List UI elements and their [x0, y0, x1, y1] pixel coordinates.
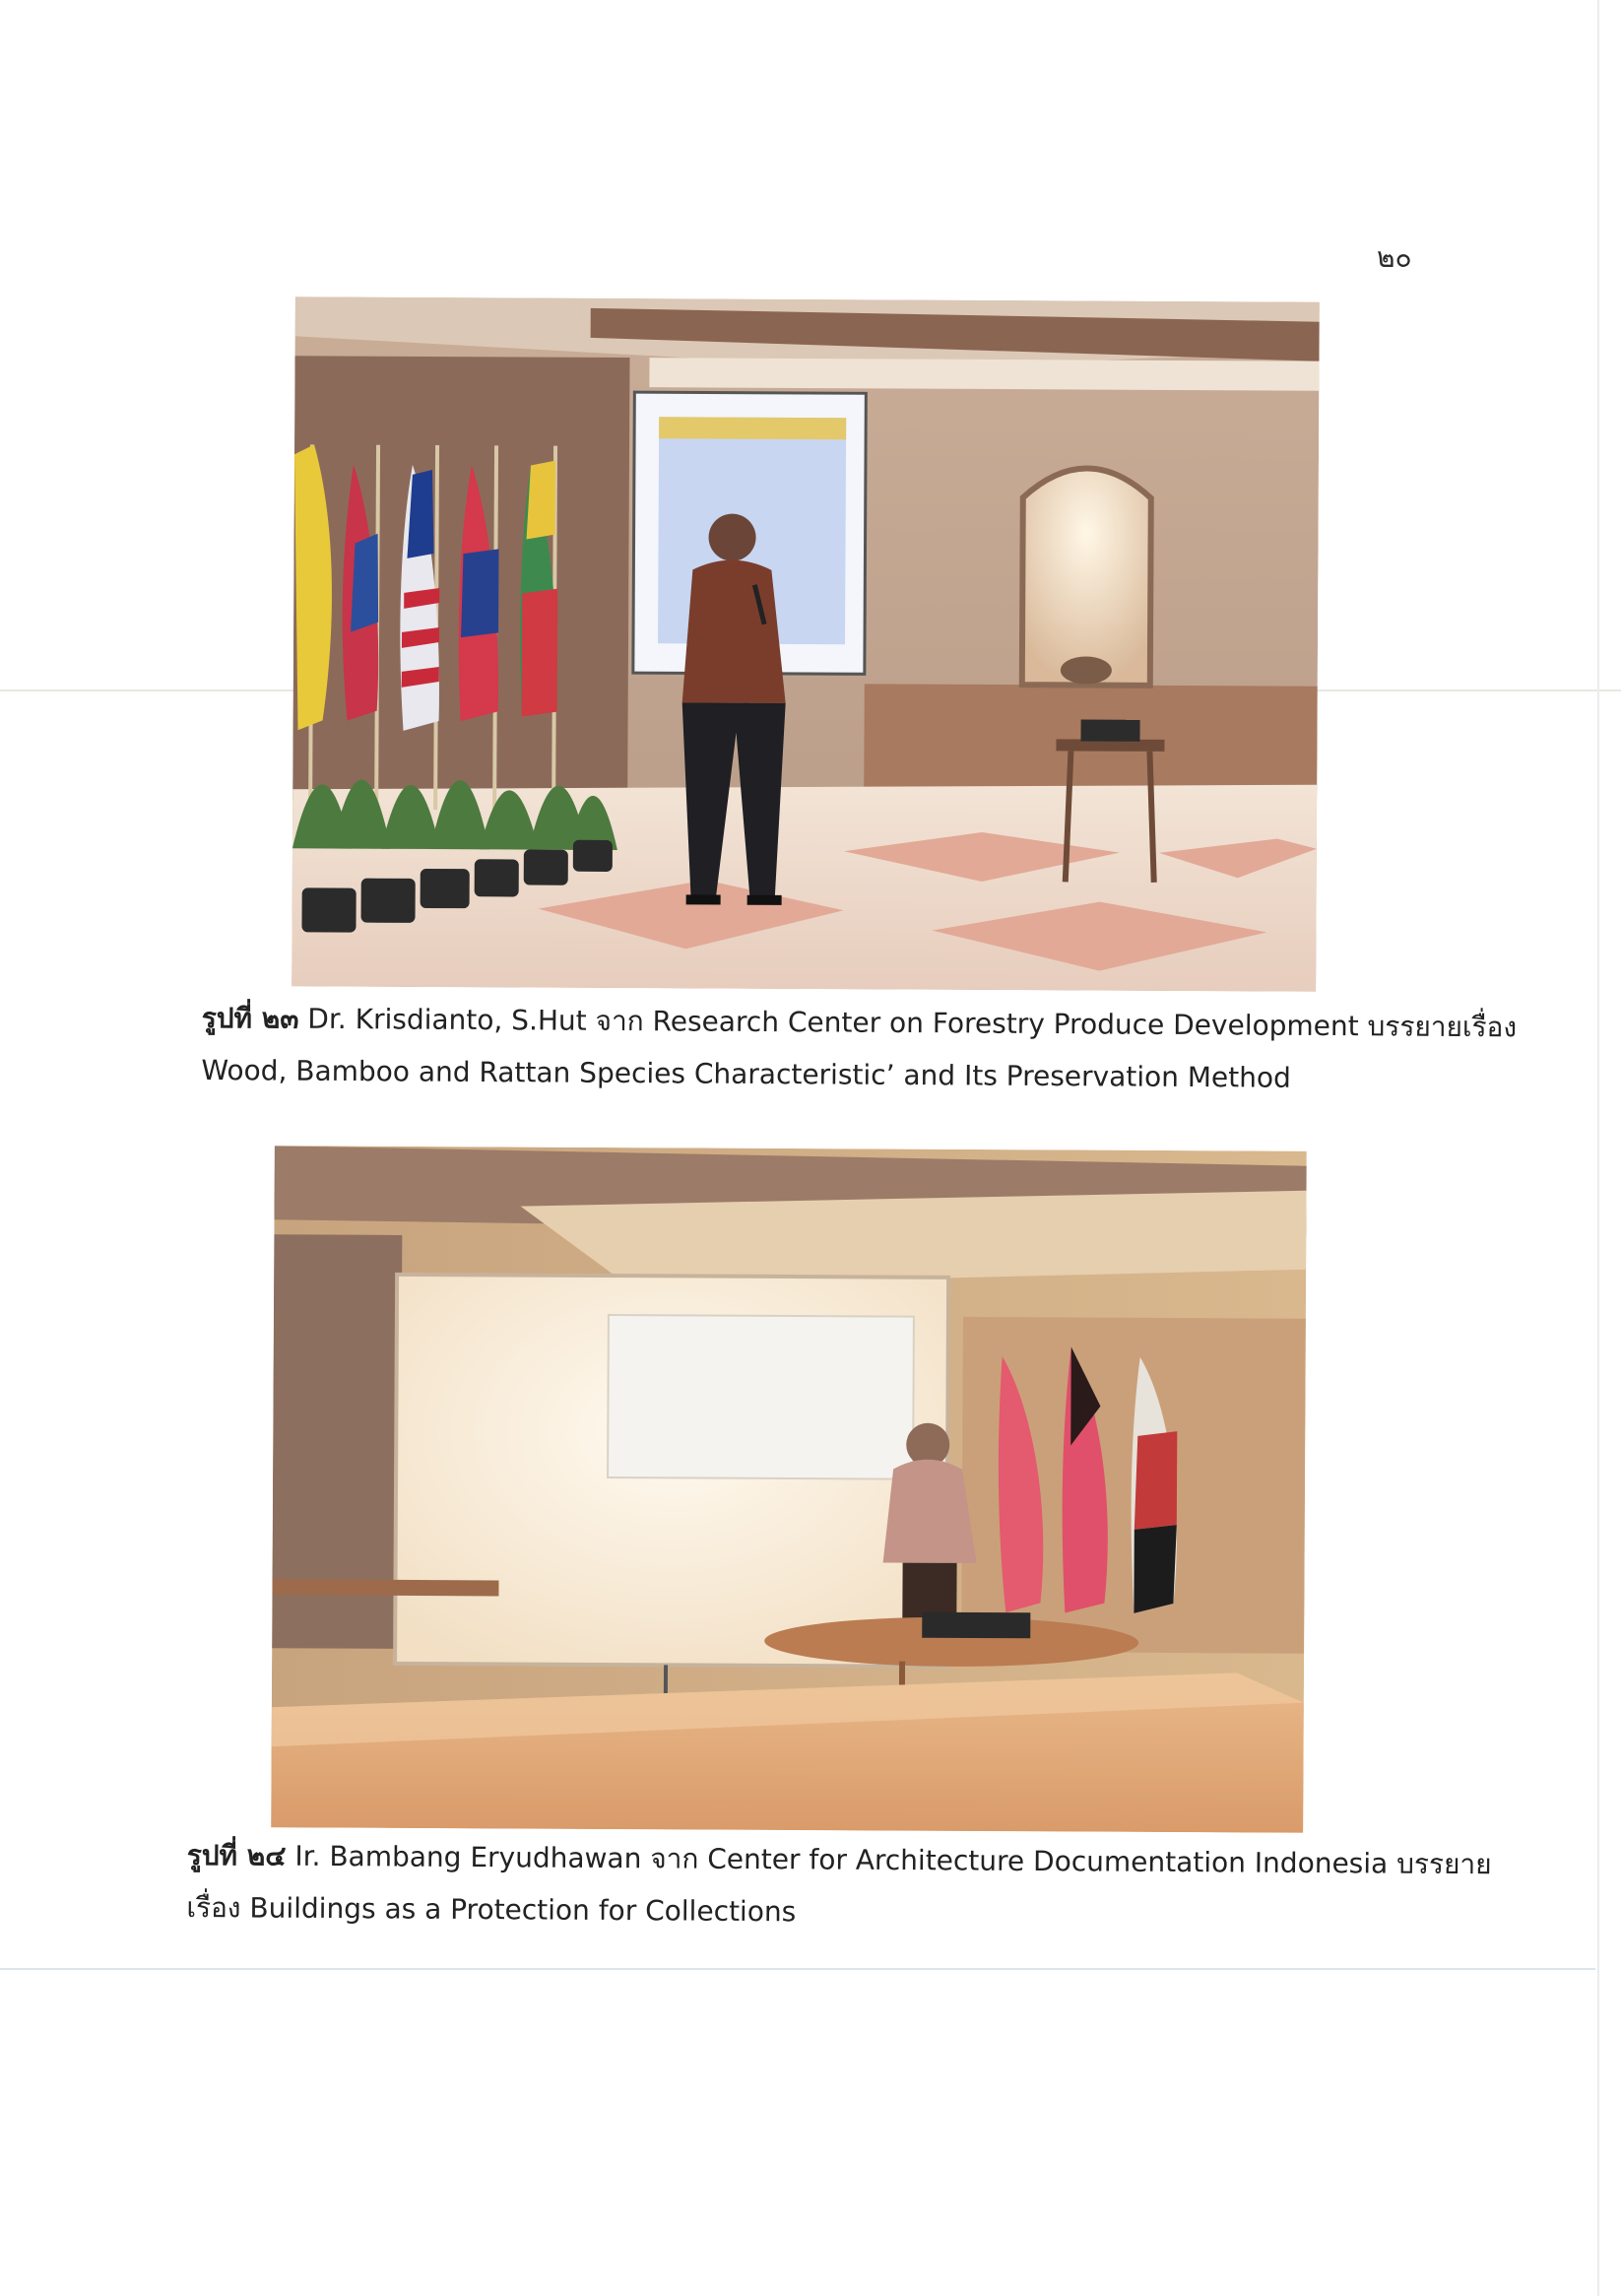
caption-line-2: Wood, Bamboo and Rattan Species Characteristic’ and Its Preservation Method [201, 1053, 1291, 1094]
caption-line-1 [187, 1829, 1492, 1890]
caption-line-2: เรื่อง Buildings as a Protection for Collections [186, 1890, 797, 1929]
scan-artifact-line [0, 1968, 1595, 1970]
caption-text: Dr. Krisdianto, S.Hut จาก Research Center on Forestry Produce Development บรรยายเรื่อง [307, 1002, 1518, 1044]
caption-line-1 [202, 992, 1518, 1053]
figure-24-caption [186, 1829, 1491, 1942]
figure-23-photo [292, 296, 1320, 991]
figure-label: รูปที่ ๒๓ [201, 1001, 299, 1035]
figure-24-photo [271, 1146, 1307, 1832]
page-number: ๒๐ [1377, 241, 1412, 274]
figure-23-caption [201, 992, 1517, 1105]
caption-text: Ir. Bambang Eryudhawan จาก Center for Architecture Documentation Indonesia บรรยาย [294, 1839, 1492, 1881]
figure-label: รูปที่ ๒๔ [186, 1838, 287, 1872]
scan-page-edge [1597, 0, 1599, 2296]
